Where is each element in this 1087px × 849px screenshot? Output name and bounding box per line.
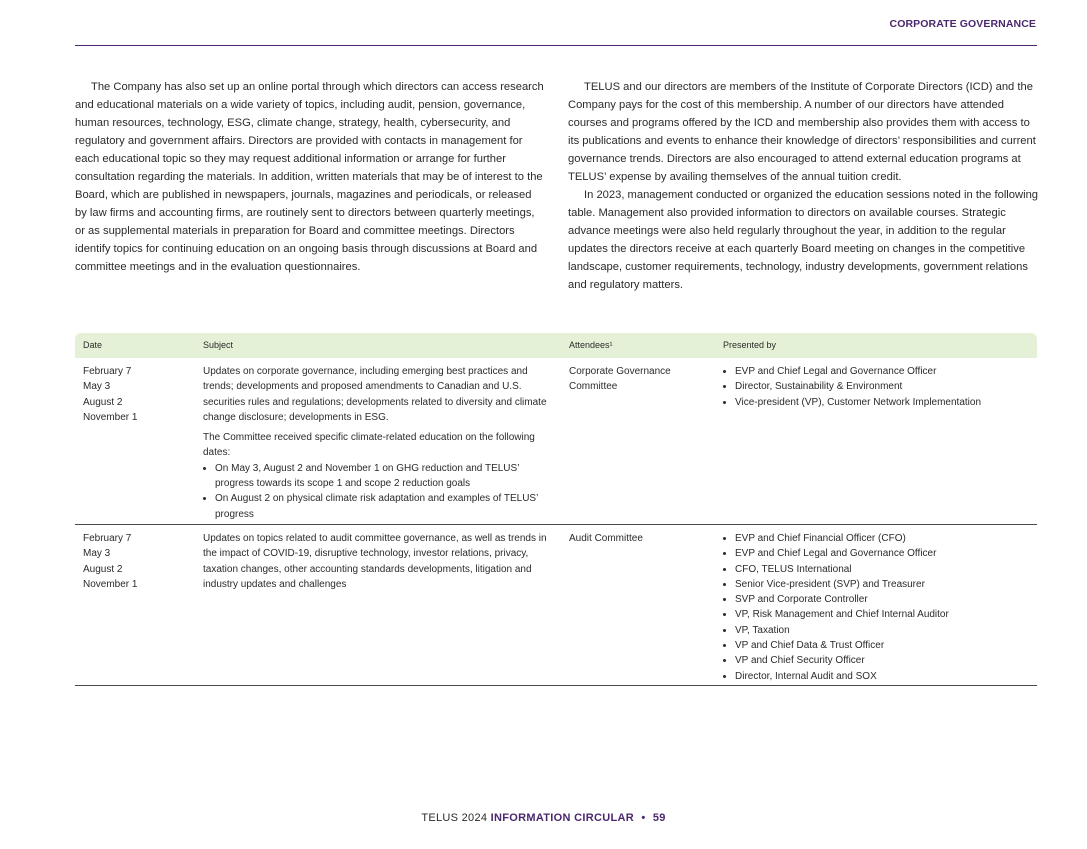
subject-note: The Committee received specific climate-related education on the following dates: xyxy=(203,432,535,459)
presenter: • Director, Internal Audit and SOX xyxy=(735,669,1029,684)
subject-bullet: • On May 3, August 2 and November 1 on GHG reduction and TELUS’ progress towards its scope 1 and scope 2 reduction goals xyxy=(215,461,553,492)
left-paragraph: The Company has also set up an online portal through which directors can access research and educational materials on a wide variety of topics, including audit, pension, governance, human resources, technology, ESG, climate change, strategy, health, cybersecurity, and regulatory and government affairs. Directors are provided with contacts in management for each educational topic so they may request additional information or arrange for further consultation regarding the materials. In addition, written materials that may be of interest to the Board, which are published in newspapers, journals, magazines and periodicals, or released by law firms and accounting firms, are routinely sent to directors between quarterly meetings, or as supplemental materials in preparation for Board and committee meetings. Directors identify topics for continuing education on an ongoing basis through discussions at Board and committee meetings and in the evaluation questionnaires. xyxy=(75,81,544,273)
presenter: • SVP and Corporate Controller xyxy=(735,592,1029,607)
presenter: • VP, Risk Management and Chief Internal Auditor xyxy=(735,607,1029,622)
presenter: • Director, Sustainability & Environment xyxy=(735,379,1029,394)
presenter: • EVP and Chief Legal and Governance Officer xyxy=(735,364,1029,379)
right-paragraph-1: TELUS and our directors are members of the Institute of Corporate Directors (ICD) and the Company pays for the cost of this membership. A number of our directors have attended courses and programs offered by the ICD and membership also provides them with access to its publications and events to enhance their knowledge of directors’ responsibilities and current governance trends. Directors are also encouraged to attend external education programs at TELUS’ expense by availing themselves of the annual tuition credit. xyxy=(568,81,1036,183)
table-row xyxy=(75,358,1037,524)
table-row xyxy=(75,524,1037,685)
presenter: • Senior Vice-president (SVP) and Treasurer xyxy=(735,577,1029,592)
presenters-cell xyxy=(715,524,1037,685)
date: November 1 xyxy=(83,578,138,590)
presenter: • EVP and Chief Legal and Governance Officer xyxy=(735,546,1029,561)
presenter: • VP, Taxation xyxy=(735,623,1029,638)
date-cell xyxy=(75,358,195,524)
table-header-row xyxy=(75,333,1037,358)
date: February 7 xyxy=(83,366,132,377)
footer-title: INFORMATION CIRCULAR xyxy=(490,812,634,824)
right-paragraph-2: In 2023, management conducted or organized the education sessions noted in the following table. Management also provided information to directors on available courses. Strategic advance meetings were also held regularly throughout the year, in addition to the regular updates the directors receive at each quarterly Board meeting on changes in the competitive landscape, customer requirements, technology, industry developments, government relations and regulatory matters. xyxy=(568,189,1039,291)
section-header: CORPORATE GOVERNANCE xyxy=(889,18,1036,30)
presenter-list xyxy=(723,364,1029,410)
subject-text: Updates on corporate governance, including emerging best practices and trends; developments and proposed amendments to Canadian and U.S. securities rules and regulations; developments related to diversity and climate change disclosure; developments in ESG. xyxy=(203,366,547,423)
footer-prefix: TELUS 2024 xyxy=(421,812,488,824)
presenter: • CFO, TELUS International xyxy=(735,562,1029,577)
header-date: Date xyxy=(75,333,195,358)
subject-text: Updates on topics related to audit committee governance, as well as trends in the impact of COVID-19, disruptive technology, investor relations, privacy, taxation changes, other accounting standards developments, litigation and industry updates and challenges xyxy=(203,532,547,590)
presenter-list xyxy=(723,531,1029,684)
date: November 1 xyxy=(83,411,138,423)
left-column xyxy=(75,78,545,276)
education-table xyxy=(75,333,1037,686)
date: February 7 xyxy=(83,532,132,544)
header-presented-by: Presented by xyxy=(715,333,1037,358)
page-number: 59 xyxy=(652,812,666,824)
date: August 2 xyxy=(83,396,123,408)
right-column xyxy=(568,78,1040,294)
header-divider xyxy=(75,45,1037,46)
date-cell xyxy=(75,524,195,685)
page-footer xyxy=(0,812,1087,824)
subject-cell xyxy=(195,358,561,524)
attendees-cell: Corporate Governance Committee xyxy=(561,358,715,524)
date: May 3 xyxy=(83,381,111,393)
subject-cell xyxy=(195,524,561,685)
subject-bullet: • On August 2 on physical climate risk adaptation and examples of TELUS’ progress xyxy=(215,491,553,522)
header-attendees: Attendees¹ xyxy=(561,333,715,358)
presenters-cell xyxy=(715,358,1037,524)
attendees-cell: Audit Committee xyxy=(561,524,715,685)
subject-bullet-list xyxy=(203,461,553,522)
presenter: • Vice-president (VP), Customer Network Implementation xyxy=(735,395,1029,410)
presenter: • VP and Chief Security Officer xyxy=(735,653,1029,668)
presenter: • VP and Chief Data & Trust Officer xyxy=(735,638,1029,653)
date: May 3 xyxy=(83,548,111,560)
presenter: • EVP and Chief Financial Officer (CFO) xyxy=(735,531,1029,546)
date: August 2 xyxy=(83,563,123,575)
footer-separator: • xyxy=(641,812,646,824)
header-subject: Subject xyxy=(195,333,561,358)
